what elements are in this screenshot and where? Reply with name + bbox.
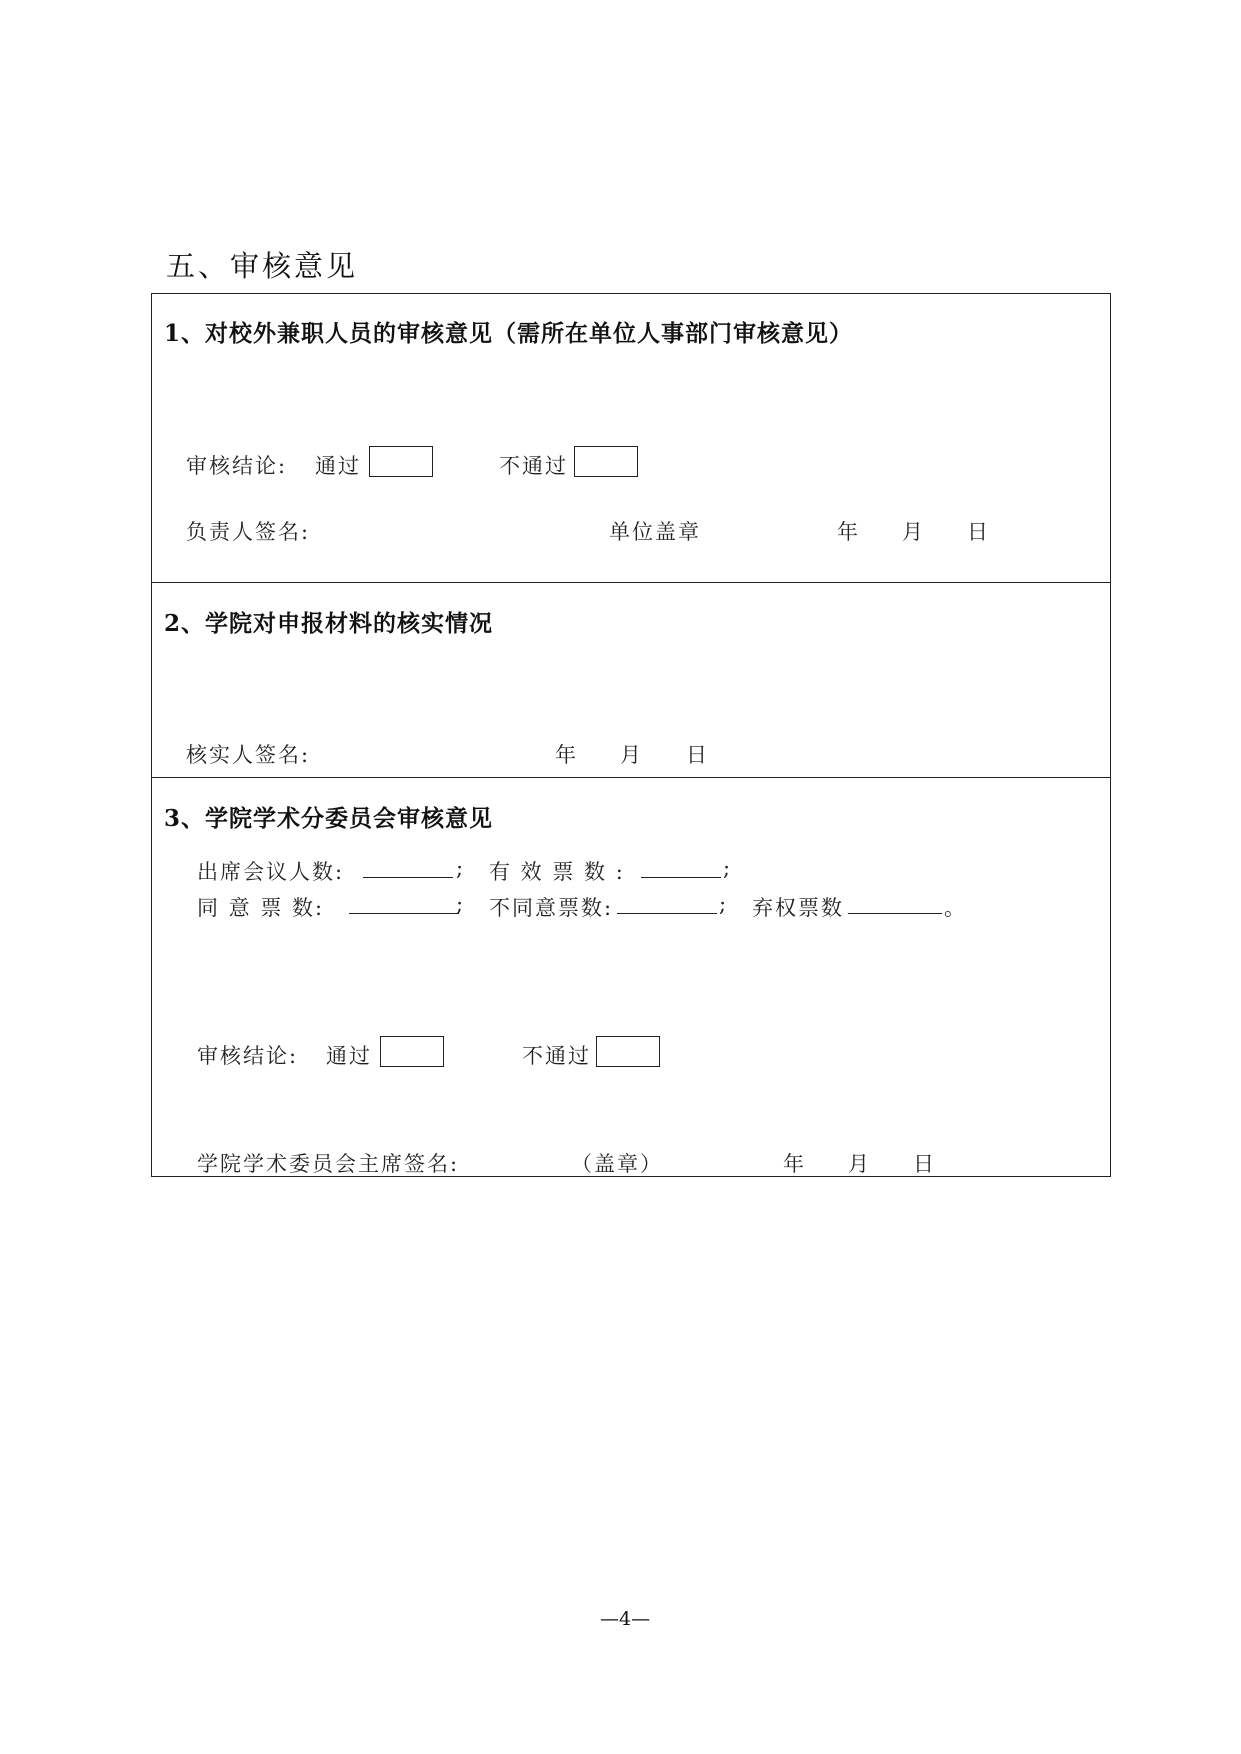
part1-conclusion-label: 审核结论: [186,454,288,478]
disagree-votes-blank[interactable] [617,913,717,914]
part3-fail-checkbox[interactable] [596,1036,660,1067]
part3-month-label: 月 [848,1152,871,1176]
valid-votes-semicolon: ; [723,856,733,880]
part1-day-label: 日 [967,520,990,544]
part2-day-label: 日 [686,743,709,767]
part3-heading: 3、学院学术分委员会审核意见 [164,805,494,832]
attendees-label: 出席会议人数: [197,860,345,884]
abstain-votes-period: 。 [944,896,967,920]
disagree-votes-label: 不同意票数: [489,896,614,920]
part1-year-label: 年 [837,520,860,544]
page-number: —4— [600,1608,651,1630]
part3-conclusion-label: 审核结论: [197,1044,299,1068]
part3-day-label: 日 [913,1152,936,1176]
part1-pass-checkbox[interactable] [369,446,433,477]
agree-votes-semicolon: ; [456,892,466,916]
part1-fail-checkbox[interactable] [574,446,638,477]
abstain-votes-blank[interactable] [848,913,942,914]
part2-month-label: 月 [620,743,643,767]
table-divider-1 [151,582,1111,583]
table-divider-2 [151,777,1111,778]
attendees-blank[interactable] [363,877,453,878]
part3-seal-label: （盖章） [571,1152,663,1176]
section-title: 五、审核意见 [166,249,359,283]
part3-fail-label: 不通过 [522,1044,591,1068]
disagree-votes-semicolon: ; [719,892,729,916]
abstain-votes-label: 弃权票数 [752,896,844,920]
agree-votes-label: 同 意 票 数: [197,896,325,920]
part1-fail-label: 不通过 [499,454,568,478]
chair-signer-label: 学院学术委员会主席签名: [197,1152,460,1176]
attendees-semicolon: ; [456,856,466,880]
part1-seal-label: 单位盖章 [609,520,701,544]
valid-votes-label: 有 效 票 数 : [489,860,625,884]
part3-pass-label: 通过 [326,1044,372,1068]
part1-signer-label: 负责人签名: [186,520,311,544]
part2-signer-label: 核实人签名: [186,743,311,767]
part3-year-label: 年 [783,1152,806,1176]
part1-heading: 1、对校外兼职人员的审核意见（需所在单位人事部门审核意见） [164,320,854,347]
part1-pass-label: 通过 [315,454,361,478]
agree-votes-blank[interactable] [349,913,459,914]
part2-year-label: 年 [555,743,578,767]
part1-month-label: 月 [902,520,925,544]
valid-votes-blank[interactable] [641,877,721,878]
part2-heading: 2、学院对申报材料的核实情况 [164,610,494,637]
part3-pass-checkbox[interactable] [380,1036,444,1067]
